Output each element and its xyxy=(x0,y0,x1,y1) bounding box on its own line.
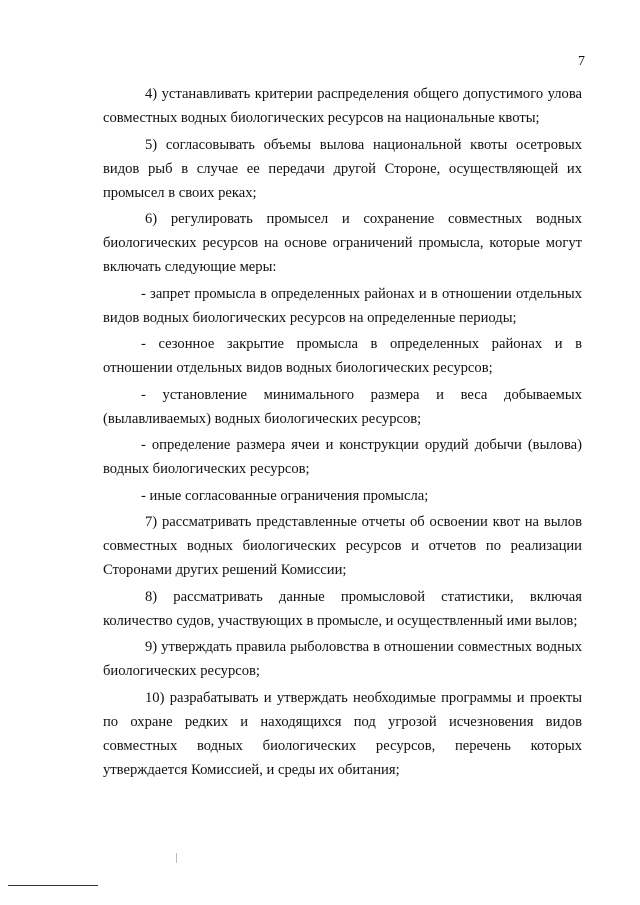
measure-minimum-size: - установление минимального размера и веса добываемых (вылавливаемых) водных биологических ресурсов; xyxy=(103,386,582,427)
paragraph-item-6: 6) регулировать промысел и сохранение совместных водных биологических ресурсов на основе ограничений промысла, которые могут включать следующие меры: xyxy=(103,211,582,275)
measure-mesh-size: - определение размера ячеи и конструкции орудий добычи (вылова) водных биологических ресурсов; xyxy=(103,437,582,477)
document-body xyxy=(103,82,582,784)
measure-other-restrictions: - иные согласованные ограничения промысла; xyxy=(141,487,429,504)
paragraph-item-9: 9) утверждать правила рыболовства в отношении совместных водных биологических ресурсов; xyxy=(103,639,582,679)
footnote-separator xyxy=(8,885,98,886)
scan-artifact xyxy=(176,853,177,863)
measure-fishing-ban: - запрет промысла в определенных районах и в отношении отдельных видов водных биологических ресурсов на определенные периоды; xyxy=(103,285,582,326)
paragraph-item-10: 10) разрабатывать и утверждать необходимые программы и проекты по охране редких и находящихся под угрозой исчезновения видов совместных водных биологических ресурсов, перечень которых утверждается Комиссией, и среды их обитания; xyxy=(103,689,582,778)
paragraph-item-7: 7) рассматривать представленные отчеты об освоении квот на вылов совместных водных биологических ресурсов и отчетов по реализации Сторонами других решений Комиссии; xyxy=(103,514,582,578)
paragraph-item-5: 5) согласовывать объемы вылова национальной квоты осетровых видов рыб в случае ее передачи другой Стороне, осуществляющей их промысел в своих реках; xyxy=(103,136,582,201)
measure-seasonal-closure: - сезонное закрытие промысла в определенных районах и в отношении отдельных видов водных биологических ресурсов; xyxy=(103,336,582,376)
paragraph-item-4: 4) устанавливать критерии распределения общего допустимого улова совместных водных биологических ресурсов на национальные квоты; xyxy=(103,86,582,126)
page-number: 7 xyxy=(578,54,585,69)
paragraph-item-8: 8) рассматривать данные промысловой статистики, включая количество судов, участвующих в промысле, и осуществленный ими вылов; xyxy=(103,588,582,629)
